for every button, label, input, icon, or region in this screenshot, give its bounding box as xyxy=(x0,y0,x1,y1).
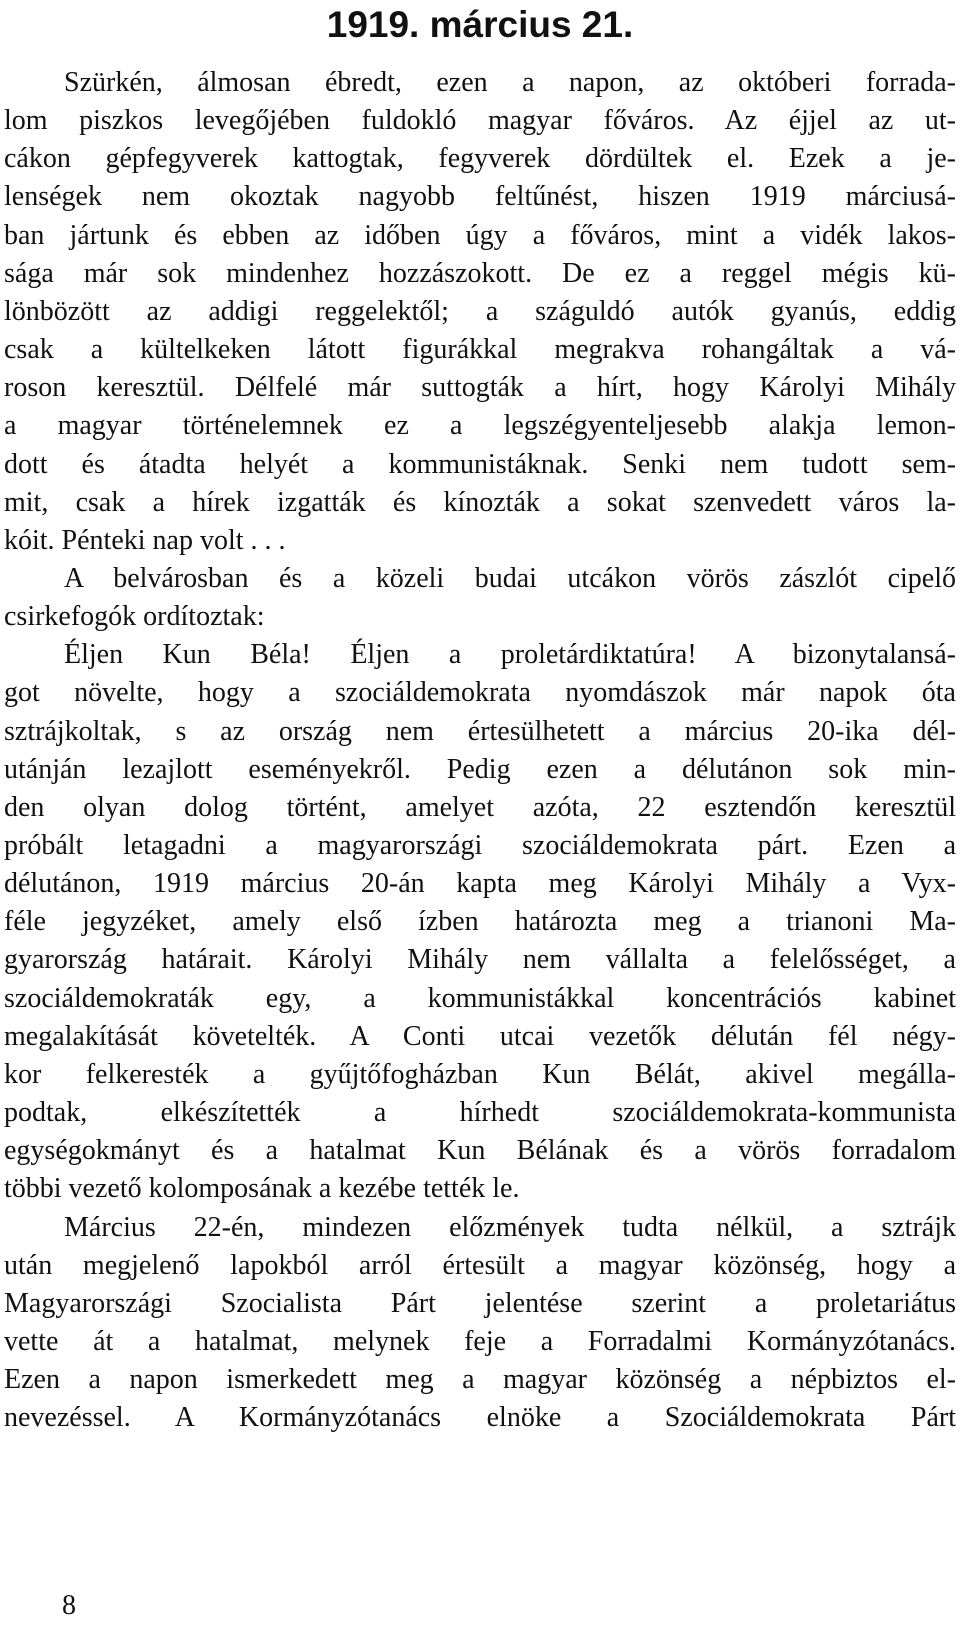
text-line: Éljen Kun Béla! Éljen a proletárdiktatúra! A bizonytalansá- xyxy=(64,639,956,671)
page-title: 1919. március 21. xyxy=(326,4,634,45)
text-line: lenségek nem okoztak nagyobb feltűnést, hiszen 1919 márciusá- xyxy=(4,181,956,213)
text-line: nevezéssel. A Kormányzótanács elnöke a Szociáldemokrata Párt xyxy=(4,1402,956,1434)
text-line: sztrájkoltak, s az ország nem értesülhetett a március 20-ika dél- xyxy=(4,715,956,747)
text-line: got növelte, hogy a szociáldemokrata nyomdászok már napok óta xyxy=(4,677,956,709)
text-line: délutánon, 1919 március 20-án kapta meg Károlyi Mihály a Vyx- xyxy=(4,868,956,900)
text-line: A belvárosban és a közeli budai utcákon vörös zászlót cipelő xyxy=(64,563,956,594)
text-line: gyarország határait. Károlyi Mihály nem vállalta a felelősséget, a xyxy=(4,944,956,976)
text-line: podtak, elkészítették a hírhedt szociáldemokrata-kommunista xyxy=(4,1097,956,1128)
text-line: dott és átadta helyét a kommunistáknak. Senki nem tudott sem- xyxy=(4,448,956,480)
text-line: cákon gépfegyverek kattogtak, fegyverek dördültek el. Ezek a je- xyxy=(4,143,956,175)
text-line: Március 22-én, mindezen előzmények tudta nélkül, a sztrájk xyxy=(64,1211,956,1243)
text-line: csak a kültelkeken látott figurákkal megrakva rohangáltak a vá- xyxy=(4,334,956,366)
text-line: Ezen a napon ismerkedett meg a magyar közönség a népbiztos el- xyxy=(4,1364,956,1396)
text-line: vette át a hatalmat, melynek feje a Forradalmi Kormányzótanács. xyxy=(4,1326,956,1357)
text-line: lom piszkos levegőjében fuldokló magyar főváros. Az éjjel az ut- xyxy=(4,105,956,137)
text-line: Magyarországi Szocialista Párt jelentése szerint a proletariátus xyxy=(4,1287,956,1319)
page-number: 8 xyxy=(62,1590,76,1621)
text-line: kor felkeresték a gyűjtőfogházban Kun Bélát, akivel megálla- xyxy=(4,1058,956,1090)
text-line: Szürkén, álmosan ébredt, ezen a napon, az októberi forrada- xyxy=(64,67,956,98)
text-line: után megjelenő lapokból arról értesült a magyar közönség, hogy a xyxy=(4,1249,956,1281)
text-line: den olyan dolog történt, amelyet azóta, 22 esztendőn keresztül xyxy=(4,791,956,823)
text-line: féle jegyzéket, amely első ízben határozta meg a trianoni Ma- xyxy=(4,906,956,938)
text-line: szociáldemokraták egy, a kommunistákkal koncentrációs kabinet xyxy=(4,982,956,1014)
text-line: utánján lezajlott eseményekről. Pedig ezen a délutánon sok min- xyxy=(4,753,956,785)
text-line: sága már sok mindenhez hozzászokott. De ez a reggel mégis kü- xyxy=(4,257,956,289)
text-line: mit, csak a hírek izgatták és kínozták a sokat szenvedett város la- xyxy=(4,486,956,518)
text-line: többi vezető kolomposának a kezébe tették le. xyxy=(4,1173,520,1205)
text-line: megalakítását követelték. A Conti utcai vezetők délután fél négy- xyxy=(4,1020,956,1052)
text-line: ban jártunk és ebben az időben úgy a főváros, mint a vidék lakos- xyxy=(4,219,956,251)
text-line: próbált letagadni a magyarországi szociáldemokrata párt. Ezen a xyxy=(4,830,956,861)
text-line: lönbözött az addigi reggelektől; a száguldó autók gyanús, eddig xyxy=(4,295,956,327)
text-line: a magyar történelemnek ez a legszégyenteljesebb alakja lemon- xyxy=(4,410,956,442)
text-line: roson keresztül. Délfelé már suttogták a hírt, hogy Károlyi Mihály xyxy=(4,372,956,404)
text-line: csirkefogók ordítoztak: xyxy=(4,601,265,633)
text-line: egységokmányt és a hatalmat Kun Bélának és a vörös forradalom xyxy=(4,1135,956,1167)
text-line: kóit. Pénteki nap volt . . . xyxy=(4,524,286,556)
